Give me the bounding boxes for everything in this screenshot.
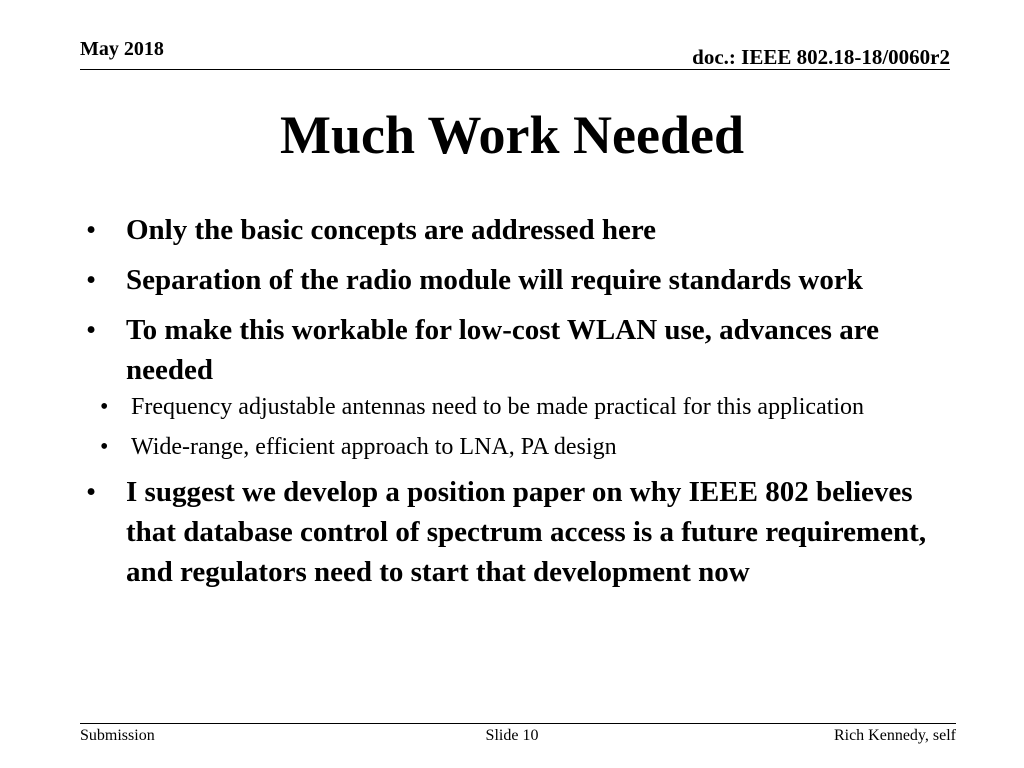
sub-bullet-text: Frequency adjustable antennas need to be made practical for this application	[131, 394, 865, 420]
slide-title: Much Work Needed	[279, 105, 744, 165]
sub-list-wrapper	[86, 390, 954, 464]
bullet-item	[86, 472, 954, 592]
bullet-icon: •	[86, 264, 97, 296]
bullet-item	[86, 260, 954, 300]
bullet-item	[86, 310, 954, 390]
header-date: May 2018	[80, 38, 164, 60]
sub-bullet-item	[86, 390, 954, 424]
footer-rule	[80, 723, 956, 724]
footer-slide-number: Slide 10	[485, 727, 539, 744]
bullet-text: Separation of the radio module will require standards work	[126, 264, 863, 296]
bullet-icon: •	[86, 314, 97, 346]
header-rule	[80, 69, 950, 70]
sub-bullet-icon: •	[100, 434, 109, 460]
bullet-text: To make this workable for low-cost WLAN use, advances are needed	[126, 314, 879, 386]
bullet-text: Only the basic concepts are addressed here	[126, 214, 657, 246]
sub-bullet-text: Wide-range, efficient approach to LNA, PA design	[131, 434, 617, 460]
bullet-item	[86, 210, 954, 250]
sub-bullet-icon: •	[100, 394, 109, 420]
bullet-list	[86, 210, 954, 592]
footer-author: Rich Kennedy, self	[833, 727, 956, 744]
slide-content	[86, 210, 954, 602]
header-doc-id: doc.: IEEE 802.18-18/0060r2	[692, 45, 950, 69]
bullet-icon: •	[86, 476, 97, 508]
sub-bullet-list	[86, 390, 954, 464]
footer-submission: Submission	[80, 727, 155, 744]
bullet-text: I suggest we develop a position paper on why IEEE 802 believes that database control of spectrum access is a future requirement, and regulators need to start that development now	[126, 476, 927, 588]
bullet-icon: •	[86, 214, 97, 246]
sub-bullet-item	[86, 430, 954, 464]
